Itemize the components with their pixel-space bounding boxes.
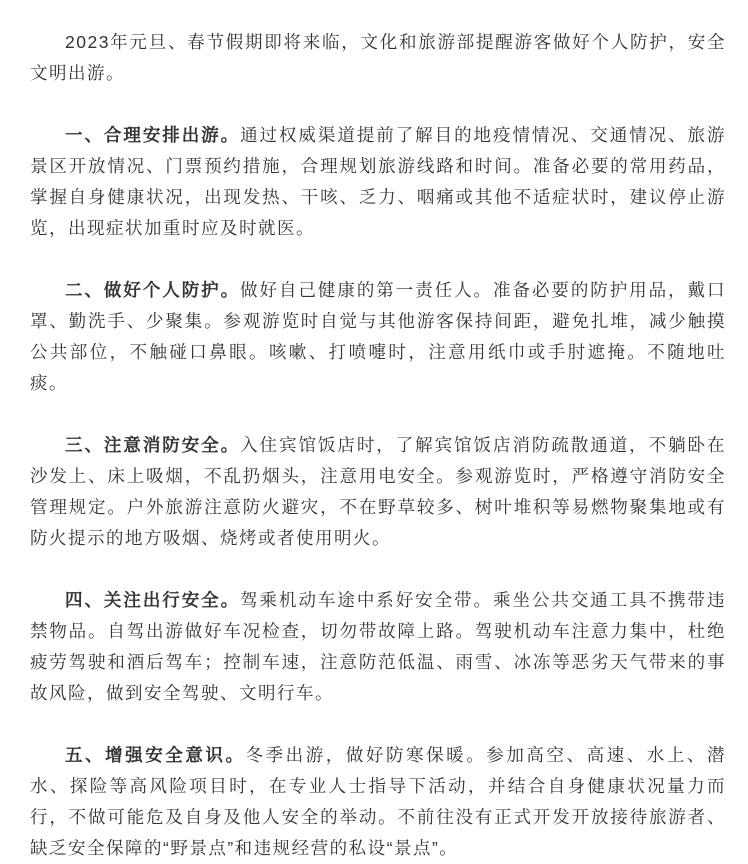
section-1-body: 通过权威渠道提前了解目的地疫情情况、交通情况、旅游景区开放情况、门票预约措施，合理规划旅游线路和时间。准备必要的常用药品，掌握自身健康状况，出现发热、干咳、乏力、咽痛或其他不适症状时，建议停止游览，出现症状加重时应及时就医。 xyxy=(30,125,727,238)
section-3-heading: 三、注意消防安全。 xyxy=(65,435,241,455)
section-5-heading: 五、增强安全意识。 xyxy=(65,745,246,765)
section-4-body: 驾乘机动车途中系好安全带。乘坐公共交通工具不携带违禁物品。自驾出游做好车况检查，切勿带故障上路。驾驶机动车注意力集中，杜绝疲劳驾驶和酒后驾车；控制车速，注意防范低温、雨雪、冰冻等恶劣天气带来的事故风险，做到安全驾驶、文明行车。 xyxy=(30,590,727,703)
intro-paragraph xyxy=(30,27,726,89)
section-paragraph-1 xyxy=(30,120,726,244)
section-3-body: 入住宾馆饭店时，了解宾馆饭店消防疏散通道，不躺卧在沙发上、床上吸烟，不乱扔烟头，注意用电安全。参观游览时，严格遵守消防安全管理规定。户外旅游注意防火避灾，不在野草较多、树叶堆积等易燃物聚集地或有防火提示的地方吸烟、烧烤或者使用明火。 xyxy=(30,435,727,548)
section-paragraph-2 xyxy=(30,275,726,399)
section-5-body: 冬季出游，做好防寒保暖。参加高空、高速、水上、潜水、探险等高风险项目时，在专业人士指导下活动，并结合自身健康状况量力而行，不做可能危及自身及他人安全的举动。不前往没有正式开发开放接待旅游者、缺乏安全保障的“野景点”和违规经营的私设“景点”。 xyxy=(30,745,726,858)
section-2-body: 做好自己健康的第一责任人。准备必要的防护用品，戴口罩、勤洗手、少聚集。参观游览时自觉与其他游客保持间距，避免扎堆，减少触摸公共部位，不触碰口鼻眼。咳嗽、打喷嚏时，注意用纸巾或手肘遮掩。不随地吐痰。 xyxy=(30,280,727,393)
section-4-heading: 四、关注出行安全。 xyxy=(65,590,241,610)
section-2-heading: 二、做好个人防护。 xyxy=(65,280,241,300)
section-paragraph-5 xyxy=(30,740,726,864)
intro-text: 2023年元旦、春节假期即将来临，文化和旅游部提醒游客做好个人防护，安全文明出游。 xyxy=(30,32,726,83)
section-paragraph-3 xyxy=(30,430,726,554)
section-paragraph-4 xyxy=(30,585,726,709)
section-1-heading: 一、合理安排出游。 xyxy=(65,125,241,145)
